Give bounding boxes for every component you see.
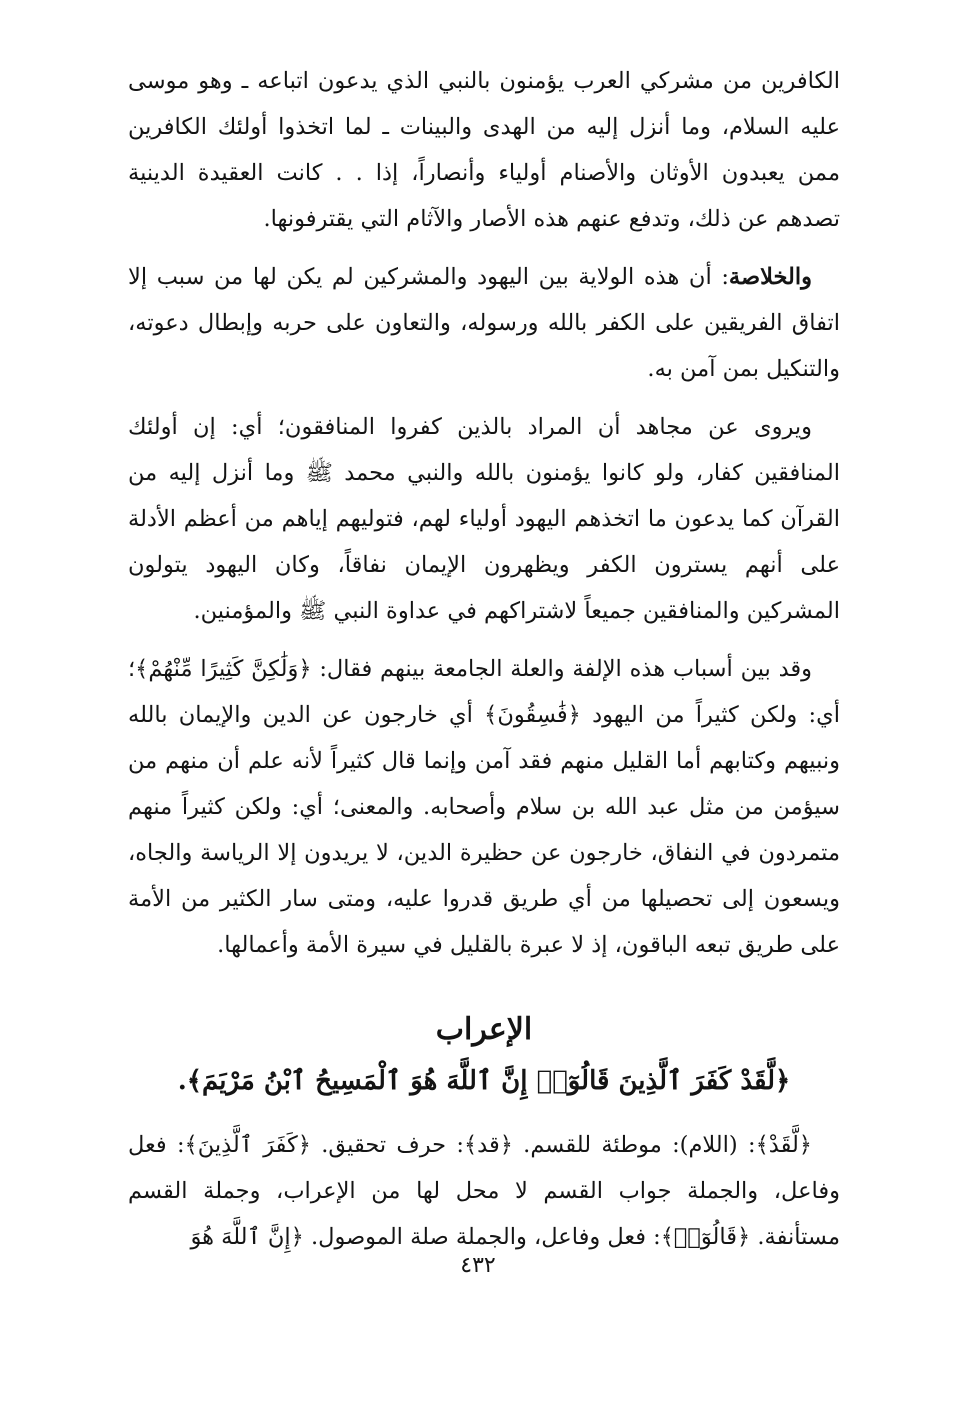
paragraph-1: الكافرين من مشركي العرب يؤمنون بالنبي الذي يدعون اتباعه ـ وهو موسى عليه السلام، وما أنزل إليه من الهدى والبينات ـ لما اتخذوا أولئك الكافرين ممن يعبدون الأوثان والأصنام أولياء وأنصاراً، إذا . . كانت العقيدة الدينية تصدهم عن ذلك، وتدفع عنهم هذه الأصار والآثام التي يقترفونها. (128, 68, 840, 232)
paragraph-3: ويروى عن مجاهد أن المراد بالذين كفروا المنافقون؛ أي: إن أولئك المنافقين كفار، ولو كانوا يؤمنون بالله والنبي محمد ﷺ وما أنزل إليه من القرآن كما يدعون ما اتخذهم اليهود أولياء لهم، فتوليهم إياهم من أعظم الأدلة على أنهم يسترون الكفر ويظهرون الإيمان نفاقاً، وكان اليهود يتولون المشركين والمنافقين جميعاً لاشتراكهم في عداوة النبي ﷺ والمؤمنين. (128, 414, 840, 624)
page-body (128, 58, 840, 1272)
summary-text: : أن هذه الولاية بين اليهود والمشركين لم يكن لها من سبب إلا اتفاق الفريقين على الكفر بالله ورسوله، والتعاون على حربه وإبطال دعوته، والتنكيل بمن آمن به. (128, 264, 840, 382)
page-number: ٤٣٢ (460, 1253, 496, 1278)
section-heading: الإعراب (435, 1012, 533, 1047)
summary-lead: والخلاصة (728, 264, 812, 290)
paragraph-2 (128, 254, 840, 392)
quran-verse: ﴿لَّقَدْ كَفَرَ ٱلَّذِينَ قَالُوٓا۟ إِنَّ ٱللَّهَ هُوَ ٱلْمَسِيحُ ٱبْنُ مَرْيَمَ﴾. (177, 1066, 791, 1096)
grammar-paragraph: ﴿لَّقَدْ﴾: (اللام): موطئة للقسم. ﴿قد﴾: حرف تحقيق. ﴿كَفَرَ ٱلَّذِينَ﴾: فعل وفاعل، والجملة جواب القسم لا محل لها من الإعراب، وجملة القسم مستأنفة. ﴿قَالُوٓا۟﴾: فعل وفاعل، والجملة صلة الموصول. ﴿إِنَّ ٱللَّهَ هُوَ (128, 1132, 840, 1250)
paragraph-4: وقد بين أسباب هذه الإلفة والعلة الجامعة بينهم فقال: ﴿وَلَٰكِنَّ كَثِيرًا مِّنْهُمْ﴾؛ أي: ولكن كثيراً من اليهود ﴿فَٰسِقُونَ﴾ أي خارجون عن الدين والإيمان بالله ونبيهم وكتابهم أما القليل منهم فقد آمن وإنما قال كثيراً لأنه علم أن منهم من سيؤمن من مثل عبد الله بن سلام وأصحابه. والمعنى؛ أي: ولكن كثيراً منهم متمردون في النفاق، خارجون عن حظيرة الدين، لا يريدون إلا الرياسة والجاه، ويسعون إلى تحصيلها من أي طريق قدروا عليه، ومتى سار الكثير من الأمة على طريق تبعه الباقون، إذ لا عبرة بالقليل في سيرة الأمة وأعمالها. (128, 656, 840, 958)
